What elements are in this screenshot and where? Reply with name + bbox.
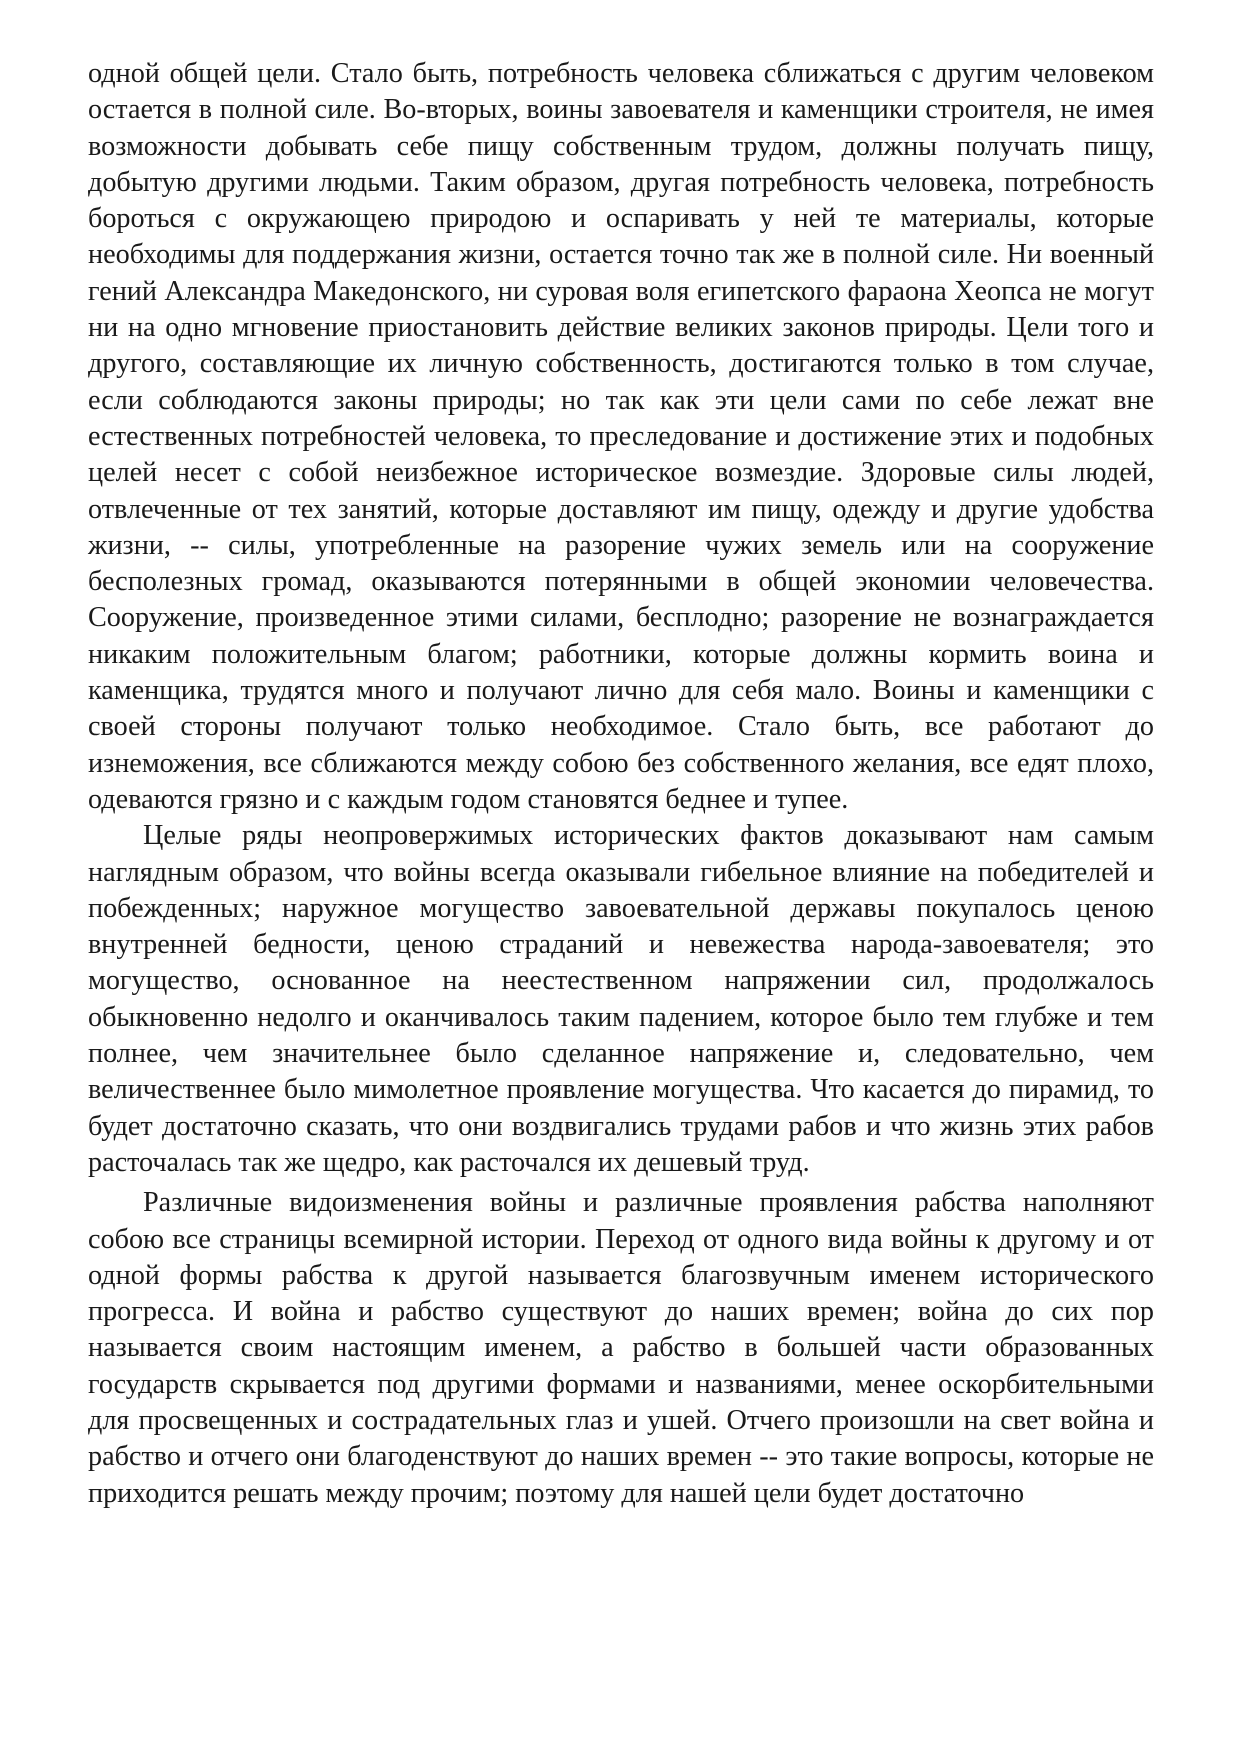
- paragraph-continued: одной общей цели. Стало быть, потребность человека сближаться с другим человеком остается в полной силе. Во-вторых, воины завоевателя и каменщики строителя, не имея возможности добывать себе пищу собственным трудом, должны получать пищу, добытую другими людьми. Таким образом, другая потребность человека, потребность бороться с окружающею природою и оспаривать у ней те материалы, которые необходимы для поддержания жизни, остается точно так же в полной силе. Ни военный гений Александра Македонского, ни суровая воля египетского фараона Хеопса не могут ни на одно мгновение приостановить действие великих законов природы. Цели того и другого, составляющие их личную собственность, достигаются только в том случае, если соблюдаются законы природы; но так как эти цели сами по себе лежат вне естественных потребностей человека, то преследование и достижение этих и подобных целей несет с собой неизбежное историческое возмездие. Здоровые силы людей, отвлеченные от тех занятий, которые доставляют им пищу, одежду и другие удобства жизни, -- силы, употребленные на разорение чужих земель или на сооружение бесполезных громад, оказываются потерянными в общей экономии человечества. Сооружение, произведенное этими силами, бесплодно; разорение не вознаграждается никаким положительным благом; работники, которые должны кормить воина и каменщика, трудятся много и получают лично для себя мало. Воины и каменщики с своей стороны получают только необходимое. Стало быть, все работают до изнеможения, все сближаются между собою без собственного желания, все едят плохо, одеваются грязно и с каждым годом становятся беднее и тупее.: [88, 58, 1154, 815]
- paragraph-war-and-slavery: Различные видоизменения войны и различные проявления рабства наполняют собою все страницы всемирной истории. Переход от одного вида войны к другому и от одной формы рабства к другой называется благозвучным именем исторического прогресса. И война и рабство существуют до наших времен; война до сих пор называется своим настоящим именем, а рабство в большей части образованных государств скрывается под другими формами и названиями, менее оскорбительными для просвещенных и сострадательных глаз и ушей. Отчего произошли на свет война и рабство и отчего они благоденствуют до наших времен -- это такие вопросы, которые не приходится решать между прочим; поэтому для нашей цели будет достаточно: [88, 1187, 1154, 1509]
- paragraph-historical-facts: Целые ряды неопровержимых исторических фактов доказывают нам самым наглядным образом, что войны всегда оказывали гибельное влияние на победителей и побежденных; наружное могущество завоевательной державы покупалось ценою внутренней бедности, ценою страданий и невежества народа-завоевателя; это могущество, основанное на неестественном напряжении сил, продолжалось обыкновенно недолго и оканчивалось таким падением, которое было тем глубже и тем полнее, чем значительнее было сделанное напряжение и, следовательно, чем величественнее было мимолетное проявление могущества. Что касается до пирамид, то будет достаточно сказать, что они воздвигались трудами рабов и что жизнь этих рабов расточалась так же щедро, как расточался их дешевый труд.: [88, 820, 1154, 1178]
- document-page: [88, 56, 1154, 1512]
